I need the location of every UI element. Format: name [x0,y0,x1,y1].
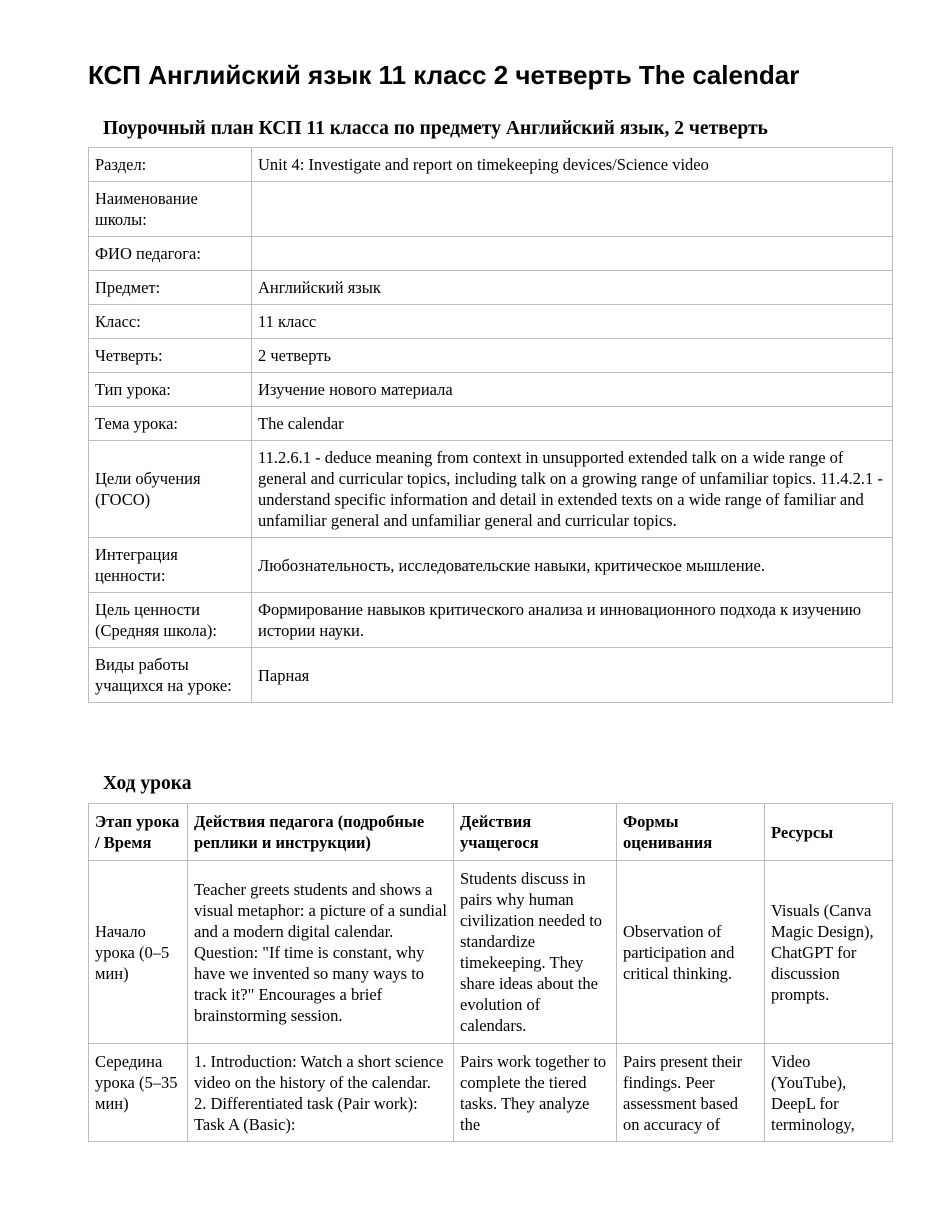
page-title: КСП Английский язык 11 класс 2 четверть The calendar [88,60,800,90]
info-value: Формирование навыков критического анализа и инновационного подхода к изучению истории науки. [252,593,893,648]
cell-text: Pairs present their findings. Peer assessment based on accuracy of [623,1052,743,1134]
lesson-progress-heading: Ход урока [103,773,192,794]
info-row-teacher [89,237,893,271]
info-value: Любознательность, исследовательские навыки, критическое мышление. [252,538,893,593]
info-value: Unit 4: Investigate and report on timekeeping devices/Science video [252,148,893,182]
info-row-grade [89,305,893,339]
info-label: Цель ценности (Средняя школа): [89,593,252,648]
column-header-stage: Этап урока / Время [89,804,188,861]
info-label: ФИО педагога: [89,237,252,271]
info-value: The calendar [252,407,893,441]
lesson-progress-table [88,803,893,1142]
info-value: Парная [252,648,893,703]
table-header-row [89,804,893,861]
table-row [89,1044,893,1142]
resources: Visuals (Canva Magic Design), ChatGPT for discussion prompts. [765,861,893,1044]
cell-text: Pairs work together to complete the tiered tasks. They analyze the [460,1052,607,1134]
teacher-actions: Teacher greets students and shows a visual metaphor: a picture of a sundial and a modern digital calendar. Question: "If time is constant, why have we invented so many ways to track it?" Encourages a brief brainstorming session. [188,861,454,1044]
info-label: Интеграция ценности: [89,538,252,593]
info-row-subject [89,271,893,305]
info-label: Раздел: [89,148,252,182]
info-value: 11 класс [252,305,893,339]
info-label: Тип урока: [89,373,252,407]
cell-text: 1. Introduction: Watch a short science video on the history of the calendar. 2. Differentiated task (Pair work): Task A (Basic): [194,1052,444,1134]
info-label: Предмет: [89,271,252,305]
lesson-info-table [88,147,893,703]
lesson-plan-subtitle: Поурочный план КСП 11 класса по предмету Английский язык, 2 четверть [103,118,768,139]
info-row-section [89,148,893,182]
info-row-values-integration [89,538,893,593]
info-label: Четверть: [89,339,252,373]
cell-text: Video (YouTube), DeepL for terminology, [771,1052,855,1134]
info-value [252,237,893,271]
info-value: 11.2.6.1 - deduce meaning from context in unsupported extended talk on a wide range of general and curricular topics, including talk on a growing range of unfamiliar topics. 11.4.2.1 - understand specific information and detail in extended texts on a wide range of familiar and unfamiliar general and unfamiliar general and curricular topics. [252,441,893,538]
info-row-lesson-topic [89,407,893,441]
column-header-resources: Ресурсы [765,804,893,861]
lesson-stage: Начало урока (0–5 мин) [89,861,188,1044]
column-header-student-actions: Действия учащегося [454,804,617,861]
info-row-lesson-type [89,373,893,407]
assessment-forms: Observation of participation and critical thinking. [617,861,765,1044]
info-value: Английский язык [252,271,893,305]
info-label: Цели обучения (ГОСО) [89,441,252,538]
info-label: Класс: [89,305,252,339]
info-value: 2 четверть [252,339,893,373]
student-actions [454,1044,617,1142]
cell-text: Середина урока (5–35 мин) [95,1052,178,1113]
info-row-value-goal [89,593,893,648]
lesson-stage [89,1044,188,1142]
info-row-school [89,182,893,237]
teacher-actions [188,1044,454,1142]
info-label: Наименование школы: [89,182,252,237]
info-row-work-types [89,648,893,703]
table-row [89,861,893,1044]
info-value [252,182,893,237]
info-label: Виды работы учащихся на уроке: [89,648,252,703]
info-label: Тема урока: [89,407,252,441]
student-actions: Students discuss in pairs why human civilization needed to standardize timekeeping. They share ideas about the evolution of calendars. [454,861,617,1044]
info-row-learning-objectives [89,441,893,538]
assessment-forms [617,1044,765,1142]
info-value: Изучение нового материала [252,373,893,407]
info-row-quarter [89,339,893,373]
column-header-teacher-actions: Действия педагога (подробные реплики и инструкции) [188,804,454,861]
column-header-assessment: Формы оценивания [617,804,765,861]
resources [765,1044,893,1142]
